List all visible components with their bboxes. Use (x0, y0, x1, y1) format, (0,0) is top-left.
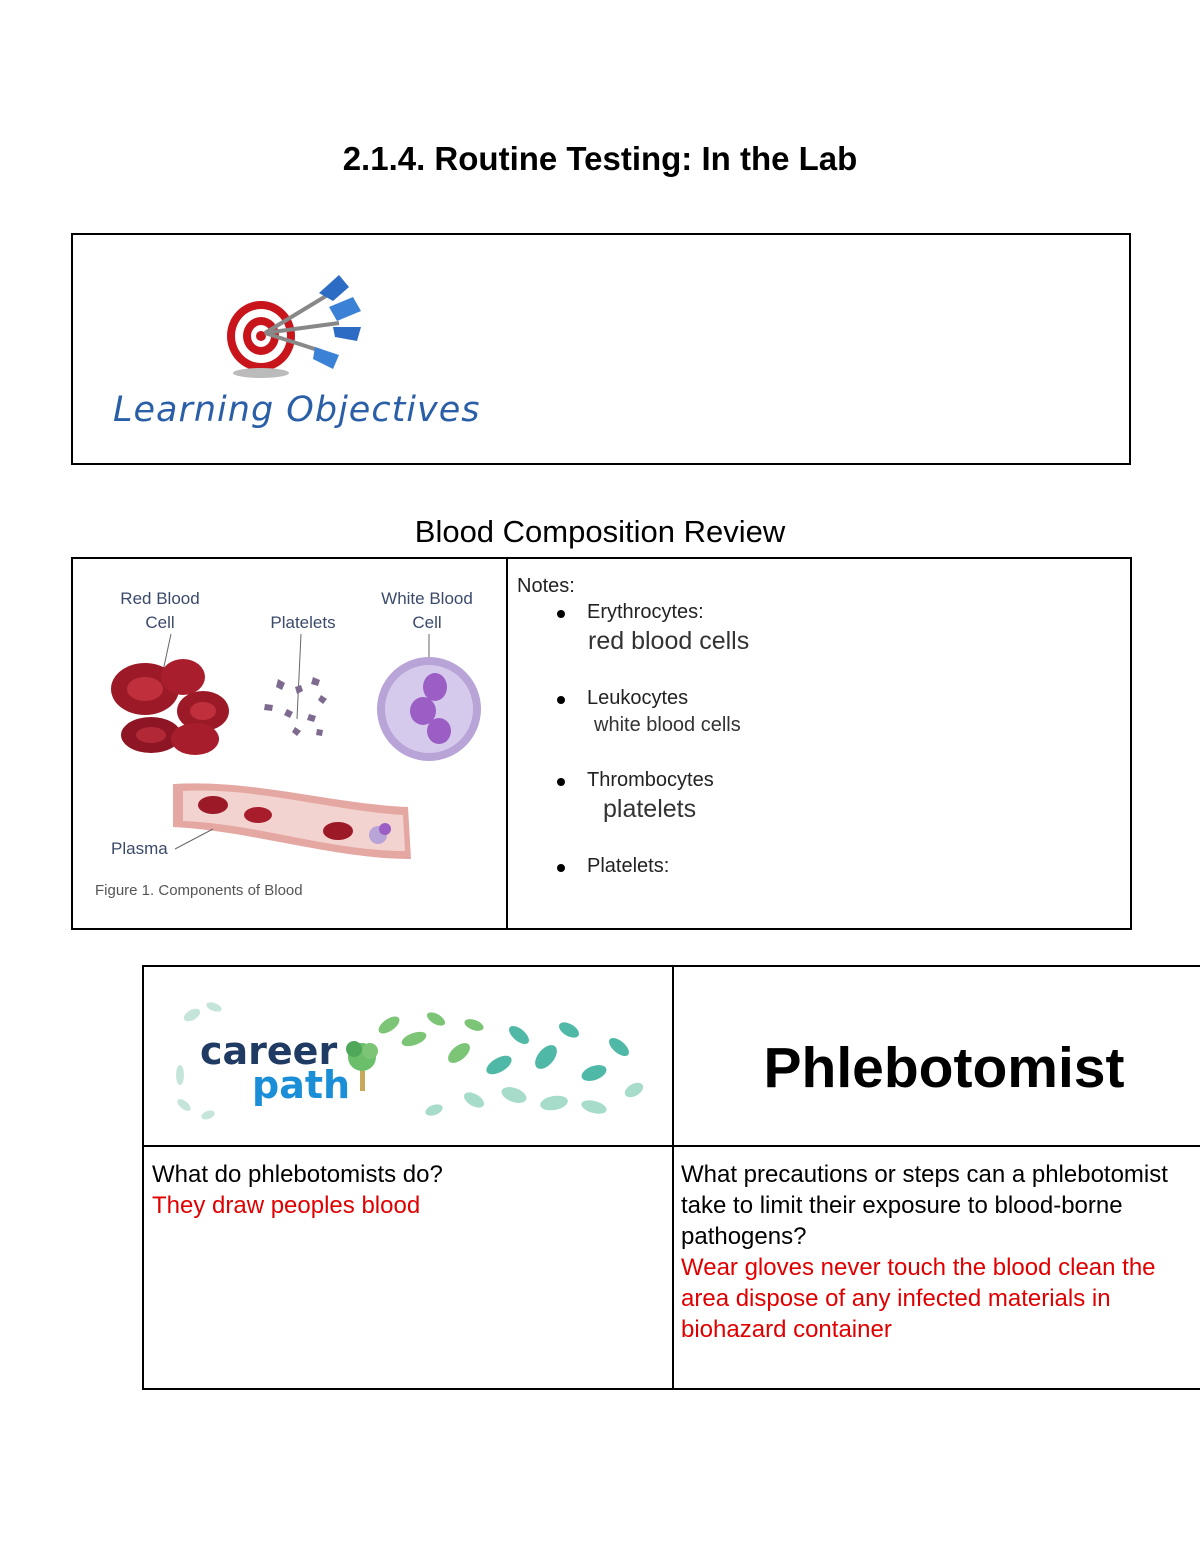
white-blood-cell-label-line2: Cell (412, 613, 442, 632)
plasma-label: Plasma (111, 839, 168, 858)
question-text: What do phlebotomists do? (152, 1161, 443, 1188)
note-item-thrombocytes (557, 769, 1117, 829)
platelets-label: Platelets (270, 613, 336, 632)
notes-label: Notes: (517, 575, 575, 597)
note-term: Leukocytes (587, 687, 689, 709)
red-blood-cell-label-line2: Cell (145, 613, 175, 632)
white-blood-cell-label-line1: White Blood (381, 589, 473, 608)
note-item-platelets (557, 855, 1117, 885)
bullet-icon (557, 778, 565, 786)
page-title: 2.1.4. Routine Testing: In the Lab (342, 140, 858, 177)
table-divider (144, 1145, 1200, 1147)
figure-caption: Figure 1. Components of Blood (95, 882, 303, 899)
note-definition: white blood cells (594, 714, 741, 736)
career-title: Phlebotomist (763, 1036, 1125, 1100)
note-term: Platelets: (587, 855, 670, 877)
note-term: Erythrocytes: (587, 601, 704, 623)
note-definition: red blood cells (588, 627, 750, 655)
bullet-icon (557, 696, 565, 704)
red-blood-cell-icon (111, 659, 229, 755)
bullet-icon (557, 610, 565, 618)
white-blood-cell-icon (377, 657, 481, 761)
blood-composition-table (71, 557, 1132, 930)
note-definition: platelets (603, 795, 697, 823)
career-path-table (142, 965, 1200, 1390)
bullet-icon (557, 864, 565, 872)
learning-objectives-box (71, 233, 1131, 465)
review-title: Blood Composition Review (414, 514, 786, 549)
question-cell-1 (152, 1159, 662, 1221)
red-blood-cell-label-line1: Red Blood (120, 589, 200, 608)
note-term: Thrombocytes (587, 769, 714, 791)
career-path-logo-word2: path (252, 1063, 351, 1107)
answer-text: Wear gloves never touch the blood clean the area dispose of any infected materials in biohazard container (681, 1254, 1156, 1343)
question-text: What precautions or steps can a phlebotomist take to limit their exposure to blood-borne pathogens? (681, 1161, 1168, 1250)
blood-components-illustration (73, 559, 506, 928)
answer-text: They draw peoples blood (152, 1192, 421, 1219)
blood-vessel-icon (173, 783, 411, 859)
target-icon (221, 271, 371, 383)
table-divider (672, 967, 674, 1388)
note-item-erythrocytes (557, 601, 1117, 661)
note-item-leukocytes (557, 687, 1117, 747)
career-path-logo-word1: career (200, 1029, 338, 1073)
blood-figure-cell (73, 559, 508, 928)
platelets-icon (264, 677, 327, 736)
notes-cell (517, 575, 1117, 877)
question-cell-2 (681, 1159, 1200, 1345)
learning-objectives-label: Learning Objectives (113, 390, 481, 430)
